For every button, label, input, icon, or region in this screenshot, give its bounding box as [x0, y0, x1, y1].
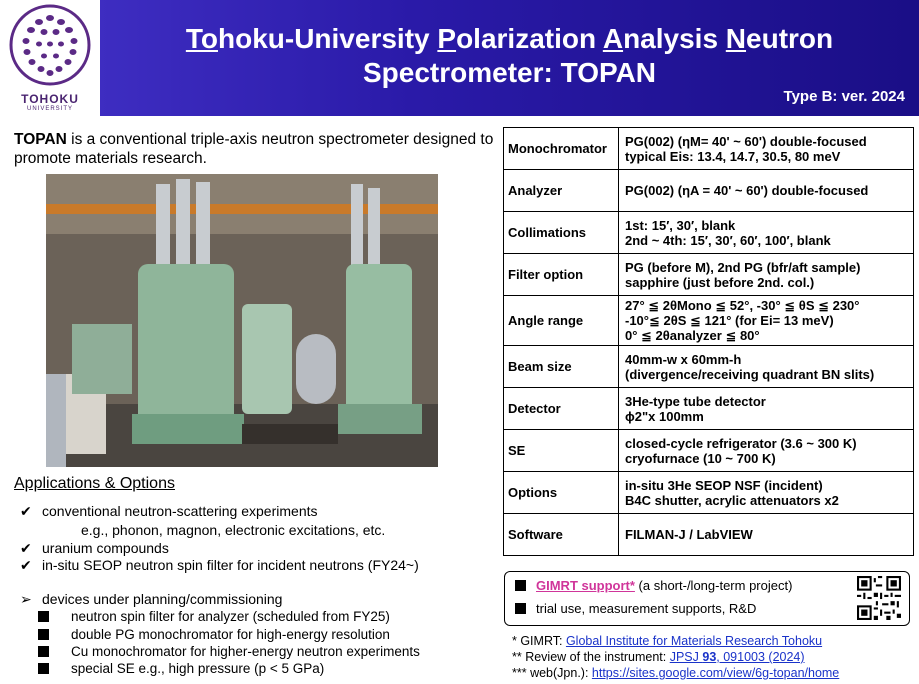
list-item: double PG monochromator for high-energy resolution — [38, 627, 390, 642]
list-item: e.g., phonon, magnon, electronic excitations, etc. — [81, 522, 386, 538]
checkmark-icon: ✔ — [20, 557, 32, 573]
square-bullet-icon — [38, 646, 49, 657]
wisteria-logo-icon — [9, 4, 91, 86]
spec-value-line: FILMAN-J / LabVIEW — [625, 527, 753, 542]
page-title — [100, 22, 919, 90]
spec-key: Angle range — [504, 296, 619, 346]
title-line-2: Spectrometer: TOPAN — [362, 57, 657, 88]
spec-value — [619, 388, 914, 430]
spec-value-line: closed-cycle refrigerator (3.6 ~ 300 K) — [625, 435, 857, 451]
spec-value — [619, 212, 914, 254]
spec-value-line: 40mm-w x 60mm-h — [625, 351, 742, 367]
spec-value-line: 0° ≦ 2θanalyzer ≦ 80° — [625, 328, 760, 343]
spectrometer-photo-icon — [46, 174, 438, 467]
support-row-1: GIMRT support* (a short-/long-term project) — [515, 578, 792, 593]
list-item: neutron spin filter for analyzer (scheduled from FY25) — [38, 609, 390, 624]
spec-key: Detector — [504, 388, 619, 430]
header-banner — [0, 0, 919, 116]
list-item: ✔ in-situ SEOP neutron spin filter for incident neutrons (FY24~) — [20, 557, 419, 573]
checkmark-icon: ✔ — [20, 540, 32, 556]
jpsj-link[interactable]: JPSJ 93, 091003 (2024) — [669, 650, 805, 664]
footnote-1: * GIMRT: Global Institute for Materials Research Tohoku — [512, 634, 823, 648]
spec-value-line: -10°≦ 2θS ≦ 121° (for Ei= 13 meV) — [625, 313, 834, 328]
title-line-1: Tohoku-University Polarization Analysis Neutron — [185, 23, 834, 54]
spec-value-line: PG(002) (ηA = 40' ~ 60') double-focused — [625, 183, 869, 198]
spec-value-line: in-situ 3He SEOP NSF (incident) — [625, 477, 823, 493]
university-logo — [0, 0, 100, 116]
spec-key: Analyzer — [504, 170, 619, 212]
square-bullet-icon — [515, 580, 526, 591]
list-item: Cu monochromator for higher-energy neutron experiments — [38, 644, 420, 659]
spec-table — [503, 127, 914, 556]
spec-value-line: B4C shutter, acrylic attenuators x2 — [625, 492, 839, 508]
instrument-photo — [46, 174, 438, 467]
planning-title: ➢ devices under planning/commissioning — [20, 591, 283, 607]
spec-key: Monochromator — [504, 128, 619, 170]
spec-key: SE — [504, 430, 619, 472]
spec-key: Options — [504, 472, 619, 514]
table-row — [504, 388, 914, 430]
spec-key: Beam size — [504, 346, 619, 388]
version-label: Type B: ver. 2024 — [783, 88, 905, 105]
square-bullet-icon — [38, 611, 49, 622]
gimrt-link[interactable]: Global Institute for Materials Research Tohoku — [565, 634, 823, 648]
spec-value-line: (divergence/receiving quadrant BN slits) — [625, 366, 875, 382]
support-box — [504, 571, 910, 626]
spec-value-line: 2nd ~ 4th: 15′, 30′, 60′, 100′, blank — [625, 232, 831, 248]
square-bullet-icon — [38, 629, 49, 640]
spec-key: Filter option — [504, 254, 619, 296]
table-row — [504, 514, 914, 556]
spec-value-line: cryofurnace (10 ~ 700 K) — [625, 450, 776, 466]
spec-value — [619, 296, 914, 346]
spec-value-line: ϕ2"x 100mm — [625, 408, 704, 424]
spec-value — [619, 472, 914, 514]
spec-value-line: 27° ≦ 2θMono ≦ 52°, -30° ≦ θS ≦ 230° — [625, 298, 860, 313]
checkmark-icon: ✔ — [20, 503, 32, 519]
list-item: special SE e.g., high pressure (p < 5 GPa) — [38, 661, 324, 676]
spec-value-line: typical Eis: 13.4, 14.7, 30.5, 80 meV — [625, 148, 841, 164]
table-row — [504, 472, 914, 514]
arrow-bullet-icon: ➢ — [20, 591, 32, 607]
footnote-3: *** web(Jpn.): https://sites.google.com/view/6g-topan/home — [512, 666, 840, 680]
spec-value-line: sapphire (just before 2nd. col.) — [625, 274, 815, 290]
logo-subtext: UNIVERSITY — [26, 106, 73, 112]
footnote-2: ** Review of the instrument: JPSJ 93, 091003 (2024) — [512, 650, 805, 664]
table-row — [504, 296, 914, 346]
qr-code-icon[interactable] — [857, 576, 901, 620]
spec-value — [619, 430, 914, 472]
table-row — [504, 170, 914, 212]
table-row — [504, 430, 914, 472]
gimrt-support-link[interactable]: GIMRT support* — [536, 578, 635, 593]
list-item: ✔ conventional neutron-scattering experiments — [20, 503, 318, 519]
spec-value-line: PG(002) (ηM= 40' ~ 60') double-focused — [625, 133, 867, 149]
spec-key: Collimations — [504, 212, 619, 254]
spec-value-line: PG (before M), 2nd PG (bfr/aft sample) — [625, 259, 861, 275]
table-row — [504, 346, 914, 388]
applications-title: Applications & Options — [14, 475, 175, 492]
spec-value-line: 3He-type tube detector — [625, 393, 766, 409]
table-row — [504, 212, 914, 254]
square-bullet-icon — [38, 663, 49, 674]
intro-paragraph: TOPAN is a conventional triple-axis neutron spectrometer designed to promote materials research. — [14, 131, 494, 167]
spec-value — [619, 254, 914, 296]
square-bullet-icon — [515, 603, 526, 614]
spec-key: Software — [504, 514, 619, 556]
spec-value-line: 1st: 15′, 30′, blank — [625, 217, 736, 233]
website-link[interactable]: https://sites.google.com/view/6g-topan/home — [591, 666, 840, 680]
support-row-2: trial use, measurement supports, R&D — [515, 601, 756, 616]
table-row — [504, 128, 914, 170]
spec-value — [619, 514, 914, 556]
instrument-name: TOPAN — [14, 131, 67, 148]
list-item: ✔ uranium compounds — [20, 540, 169, 556]
spec-value — [619, 128, 914, 170]
logo-text: TOHOKU — [21, 92, 79, 106]
spec-value — [619, 170, 914, 212]
spec-value — [619, 346, 914, 388]
table-row — [504, 254, 914, 296]
